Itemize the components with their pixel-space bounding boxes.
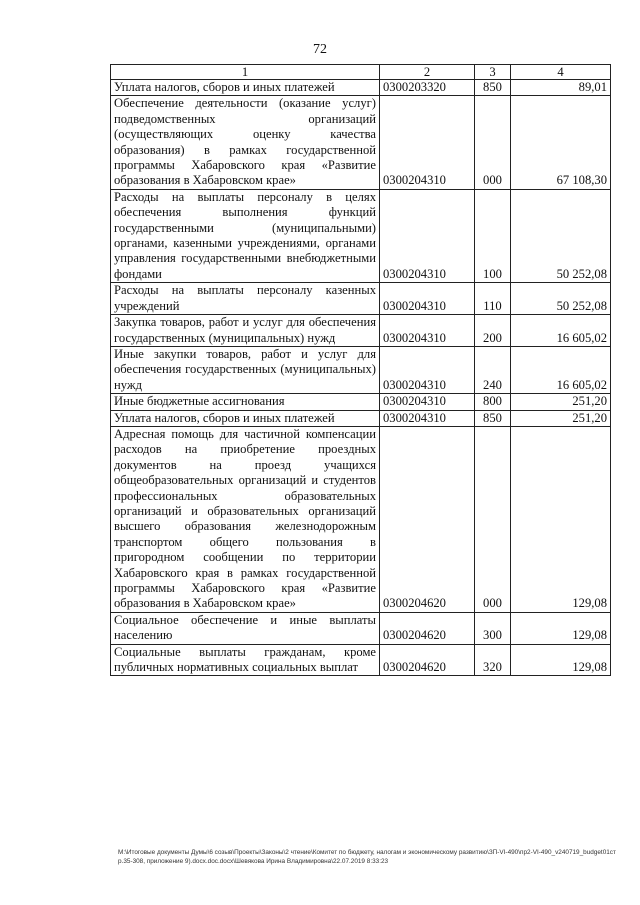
row-kind: 000 (475, 96, 511, 189)
row-amount: 89,01 (511, 80, 611, 96)
row-amount: 16 605,02 (511, 315, 611, 347)
row-amount: 251,20 (511, 410, 611, 426)
row-kind: 320 (475, 644, 511, 676)
row-code: 0300204620 (380, 426, 475, 612)
row-amount: 16 605,02 (511, 346, 611, 393)
row-code: 0300204310 (380, 189, 475, 282)
row-amount: 129,08 (511, 644, 611, 676)
budget-table (110, 64, 611, 676)
row-name: Уплата налогов, сборов и иных платежей (111, 80, 380, 96)
row-kind: 110 (475, 283, 511, 315)
row-code: 0300204310 (380, 96, 475, 189)
row-code: 0300204310 (380, 410, 475, 426)
row-code: 0300204620 (380, 612, 475, 644)
table-row (111, 644, 611, 676)
row-kind: 100 (475, 189, 511, 282)
column-header-name: 1 (111, 65, 380, 80)
table-row (111, 315, 611, 347)
row-amount: 251,20 (511, 394, 611, 410)
row-amount: 129,08 (511, 426, 611, 612)
row-name: Обеспечение деятельности (оказание услуг) подведомственных организаций (осуществляющих оценку качества образования) в рамках государственной программы Хабаровского края «Развитие образования в Хабаровском крае» (111, 96, 380, 189)
row-code: 0300204310 (380, 346, 475, 393)
row-kind: 200 (475, 315, 511, 347)
row-code: 0300204620 (380, 644, 475, 676)
table-row (111, 96, 611, 189)
row-name: Закупка товаров, работ и услуг для обеспечения государственных (муниципальных) нужд (111, 315, 380, 347)
row-amount: 50 252,08 (511, 189, 611, 282)
table-header-row (111, 65, 611, 80)
column-header-amount: 4 (511, 65, 611, 80)
table-row (111, 189, 611, 282)
column-header-code: 2 (380, 65, 475, 80)
row-name: Социальные выплаты гражданам, кроме публичных нормативных социальных выплат (111, 644, 380, 676)
row-name: Уплата налогов, сборов и иных платежей (111, 410, 380, 426)
row-kind: 800 (475, 394, 511, 410)
row-kind: 240 (475, 346, 511, 393)
table-row (111, 80, 611, 96)
row-name: Иные закупки товаров, работ и услуг для обеспечения государственных (муниципальных) нужд (111, 346, 380, 393)
row-name: Социальное обеспечение и иные выплаты населению (111, 612, 380, 644)
table-row (111, 612, 611, 644)
column-header-kind: 3 (475, 65, 511, 80)
row-code: 0300204310 (380, 283, 475, 315)
row-name: Расходы на выплаты персоналу казенных учреждений (111, 283, 380, 315)
row-code: 0300203320 (380, 80, 475, 96)
row-name: Расходы на выплаты персоналу в целях обеспечения выполнения функций государственными (муниципальными) органами, казенными учреждениями, органами управления государственными внебюджетными фондами (111, 189, 380, 282)
row-code: 0300204310 (380, 394, 475, 410)
row-name: Иные бюджетные ассигнования (111, 394, 380, 410)
row-kind: 000 (475, 426, 511, 612)
row-code: 0300204310 (380, 315, 475, 347)
row-kind: 850 (475, 410, 511, 426)
table-row (111, 394, 611, 410)
table-row (111, 283, 611, 315)
file-path-footer: M:\Итоговые документы Думы\6 созыв\Проекты\Законы\2 чтение\Комитет по бюджету, налогам и экономическому развитию\ЗП-VI-490\пр2-VI-490_v240719_budget01стр.35-308, приложение 9).docx.doc.docx\Шевякова Ирина Владимировна\22.07.2019 8:33:23 (118, 849, 616, 865)
page-number: 72 (313, 42, 327, 57)
table-row (111, 426, 611, 612)
row-amount: 67 108,30 (511, 96, 611, 189)
row-kind: 300 (475, 612, 511, 644)
table-row (111, 410, 611, 426)
row-name: Адресная помощь для частичной компенсации расходов на приобретение проездных документов на проезд учащихся общеобразовательных организаций и студентов профессиональных образовательных организаций и образовательных организаций высшего образования железнодорожным транспортом общего пользования в пригородном сообщении по территории Хабаровского края в рамках государственной программы Хабаровского края «Развитие образования в Хабаровском крае» (111, 426, 380, 612)
row-amount: 50 252,08 (511, 283, 611, 315)
row-kind: 850 (475, 80, 511, 96)
table-row (111, 346, 611, 393)
row-amount: 129,08 (511, 612, 611, 644)
